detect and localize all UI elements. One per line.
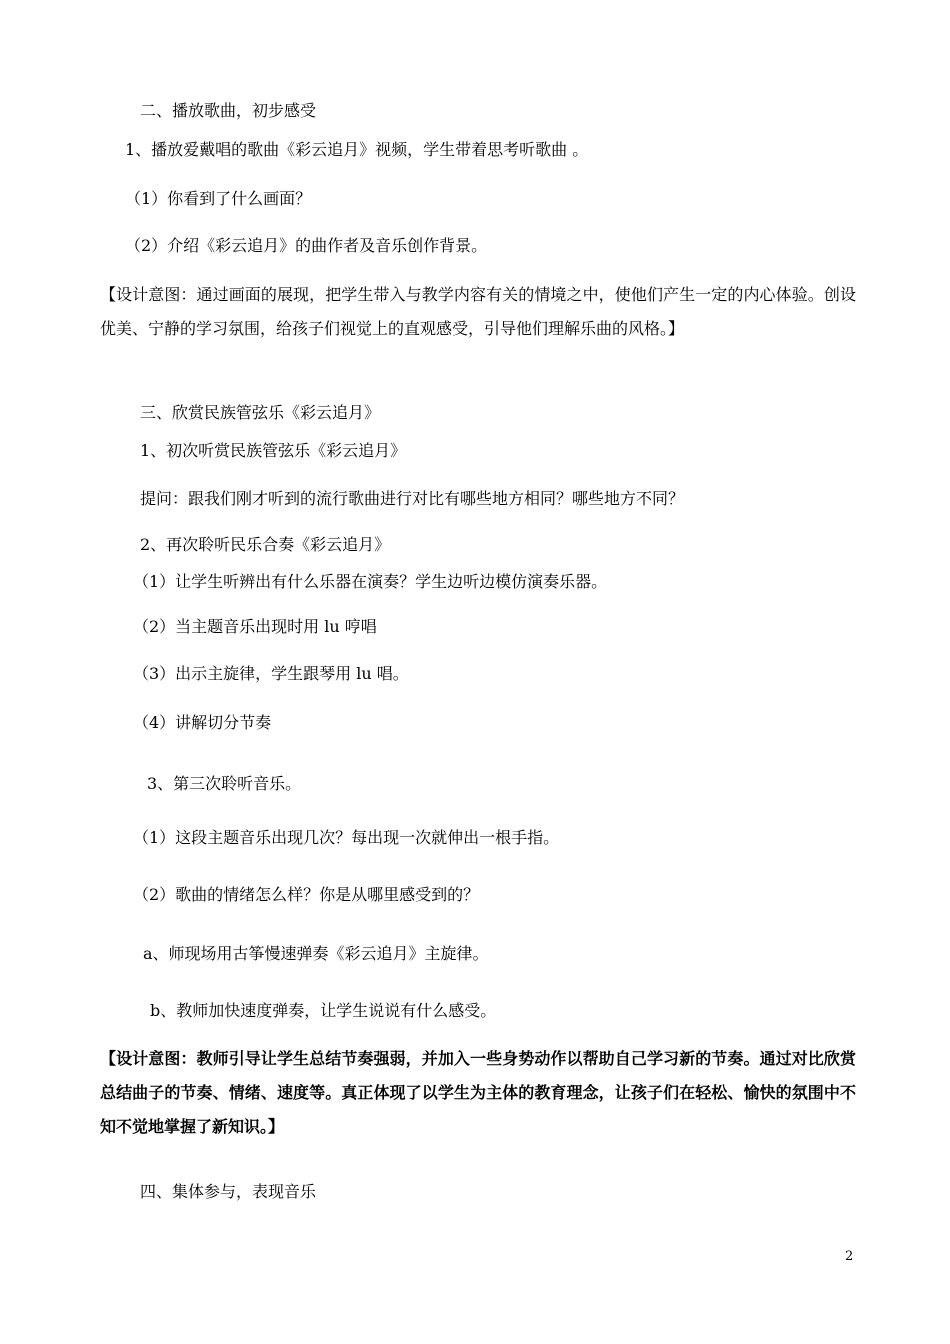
section-2-design-intent: 【设计意图：通过画面的展现，把学生带入与教学内容有关的情境之中，使他们产生一定的内心体验。创设优美、宁静的学习氛围，给孩子们视觉上的直观感受，引导他们理解乐曲的风格。】 xyxy=(100,285,856,338)
section-3-item-3-question-1: （1）这段主题音乐出现几次？每出现一次就伸出一根手指。 xyxy=(133,828,560,847)
section-2-item-1: 1、播放爱戴唱的歌曲《彩云追月》视频，学生带着思考听歌曲 。 xyxy=(125,140,589,159)
section-3-heading: 三、欣赏民族管弦乐《彩云追月》 xyxy=(140,403,381,422)
section-3-question: 提问：跟我们刚才听到的流行歌曲进行对比有哪些地方相同？哪些地方不同？ xyxy=(140,489,685,508)
section-3-item-2-question-2: （2）当主题音乐出现时用 lu 哼唱 xyxy=(133,617,377,636)
section-3-item-3-b: b、教师加快速度弹奏，让学生说说有什么感受。 xyxy=(150,1001,497,1020)
section-3-design-intent: 【设计意图：教师引导让学生总结节奏强弱，并加入一些身势动作以帮助自己学习新的节奏。通过对比欣赏总结曲子的节奏、情绪、速度等。真正体现了以学生为主体的教育理念，让孩子们在轻松、愉快的氛围中不知不觉地掌握了新知识。】 xyxy=(100,1049,856,1136)
section-2-question-1: （1）你看到了什么画面？ xyxy=(125,189,312,208)
page-number: 2 xyxy=(845,1249,854,1264)
section-3-item-3-a: a、师现场用古筝慢速弹奏《彩云追月》主旋律。 xyxy=(143,944,489,963)
section-3-item-1: 1、初次听赏民族管弦乐《彩云追月》 xyxy=(140,441,407,460)
section-4-heading: 四、集体参与，表现音乐 xyxy=(140,1182,317,1201)
section-2-heading: 二、播放歌曲，初步感受 xyxy=(140,101,317,120)
section-3-item-2-question-1: （1）让学生听辨出有什么乐器在演奏？学生边听边模仿演奏乐器。 xyxy=(133,572,608,591)
section-3-item-2-question-4: （4）讲解切分节奏 xyxy=(133,713,272,732)
section-3-item-2: 2、再次聆听民乐合奏《彩云追月》 xyxy=(140,535,391,554)
section-3-item-3-question-2: （2）歌曲的情绪怎么样？你是从哪里感受到的？ xyxy=(133,885,480,904)
section-2-question-2: （2）介绍《彩云追月》的曲作者及音乐创作背景。 xyxy=(125,236,488,255)
section-3-item-3: 3、第三次聆听音乐。 xyxy=(147,774,302,793)
section-3-item-2-question-3: （3）出示主旋律，学生跟琴用 lu 唱。 xyxy=(133,664,409,683)
